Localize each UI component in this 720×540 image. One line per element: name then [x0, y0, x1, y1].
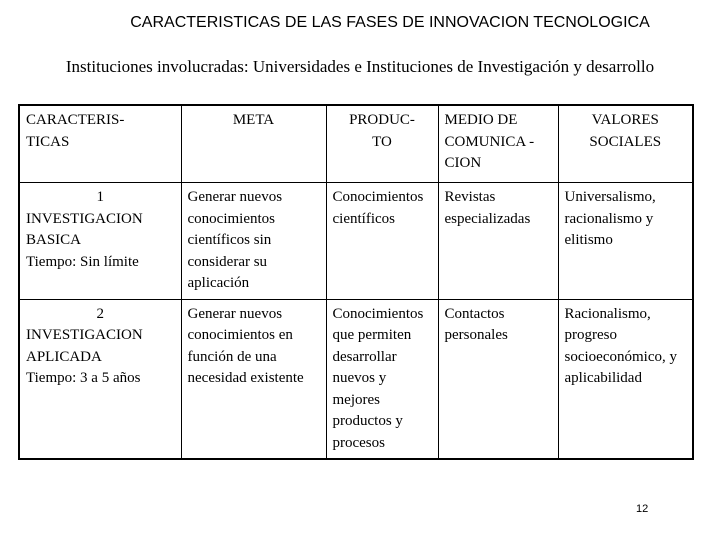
valores-text: Universalismo, racionalismo y elitismo: [564, 189, 656, 248]
header-label: CARACTERIS-TICAS: [26, 112, 125, 150]
row-number: 1: [96, 189, 104, 205]
table-row: [19, 299, 693, 459]
table-header-row: [19, 105, 693, 183]
row-name: INVESTIGACION: [26, 210, 143, 227]
header-label: VALORES SOCIALES: [589, 112, 662, 150]
phases-table: [18, 104, 694, 460]
producto-text: Conocimientos científicos: [332, 189, 424, 227]
meta-text: Generar nuevos conocimientos en función de una necesidad existente: [187, 305, 304, 386]
row-type: APLICADA: [26, 348, 102, 365]
row-name: INVESTIGACION: [26, 327, 143, 343]
cell-medio: [438, 299, 558, 459]
row-number: 2: [96, 305, 104, 322]
header-caracteristicas: [19, 105, 181, 183]
page-number: 12: [636, 503, 649, 515]
cell-medio: [438, 183, 558, 300]
header-producto: [326, 105, 438, 183]
cell-caracteristicas: [19, 183, 181, 300]
cell-valores: [558, 183, 693, 300]
meta-text: Generar nuevos conocimientos científicos sin considerar su aplicación: [187, 189, 283, 291]
producto-text: Conocimientos que permiten desarrollar nuevos y mejores productos y procesos: [332, 305, 424, 451]
cell-producto: [326, 299, 438, 459]
valores-text: Racionalismo, progreso socioeconómico, y aplicabilidad: [564, 305, 677, 386]
medio-text: Contactos personales: [444, 305, 508, 343]
table-row: [19, 183, 693, 300]
slide-subtitle: Instituciones involucradas: Universidades e Instituciones de Investigación y desarrollo: [65, 57, 655, 76]
row-type: BASICA: [26, 232, 82, 248]
row-time: Tiempo: 3 a 5 años: [26, 370, 141, 386]
row-time: Tiempo: Sin límite: [26, 253, 139, 270]
slide-title: CARACTERISTICAS DE LAS FASES DE INNOVACION TECNOLOGICA: [130, 14, 650, 31]
cell-meta: [181, 299, 326, 459]
header-medio: [438, 105, 558, 183]
header-label: PRODUC-TO: [349, 112, 415, 150]
header-meta: [181, 105, 326, 183]
cell-valores: [558, 299, 693, 459]
medio-text: Revistas especializadas: [444, 189, 531, 227]
cell-caracteristicas: [19, 299, 181, 459]
header-label: META: [232, 112, 275, 128]
header-label: MEDIO DE COMUNICA - CION: [444, 112, 535, 171]
cell-producto: [326, 183, 438, 300]
header-valores: [558, 105, 693, 183]
cell-meta: [181, 183, 326, 300]
